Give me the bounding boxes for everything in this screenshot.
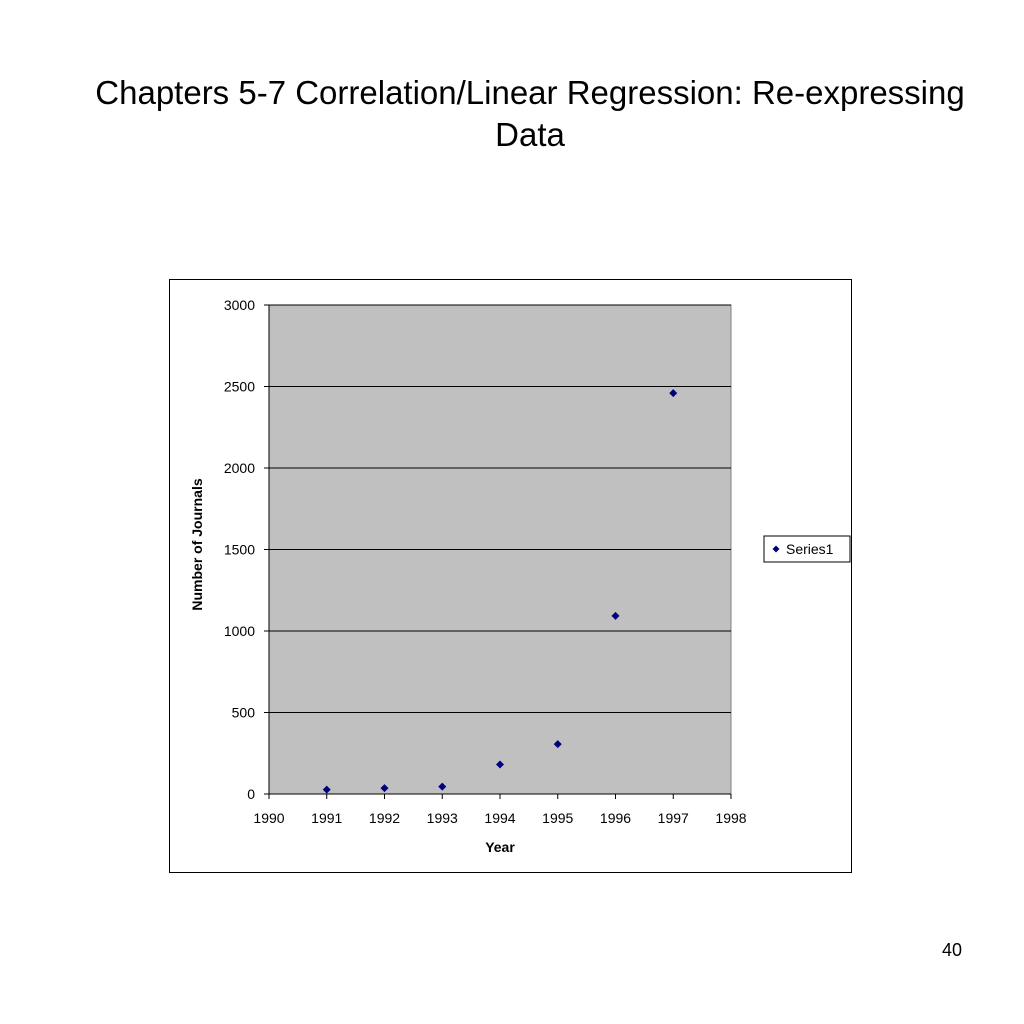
x-tick-label-1998: 1998: [715, 810, 747, 826]
scatter-chart: [170, 280, 853, 874]
page-number: 40: [941, 940, 962, 960]
y-tick-label-2000: 2000: [223, 460, 255, 476]
x-tick-label-1994: 1994: [484, 810, 516, 826]
x-tick-label-1993: 1993: [426, 810, 458, 826]
y-tick-label-1500: 1500: [223, 541, 255, 558]
x-tick-label-1990: 1990: [253, 810, 285, 826]
y-axis-title: Number of Journals: [189, 478, 205, 611]
slide-title-line-1: Chapters 5-7 Correlation/Linear Regression: Re-expressing: [95, 74, 965, 111]
chart-frame: [169, 279, 852, 873]
y-tick-label-0: 0: [247, 786, 255, 802]
y-tick-label-3000: 3000: [223, 297, 255, 313]
y-tick-label-500: 500: [231, 704, 255, 721]
y-tick-label-1000: 1000: [223, 623, 255, 639]
x-tick-label-1995: 1995: [542, 810, 574, 826]
x-tick-label-1997: 1997: [657, 810, 689, 826]
slide-title: [40, 72, 1020, 156]
x-tick-label-1992: 1992: [368, 810, 401, 826]
slide-title-line-2: Data: [495, 116, 565, 153]
x-axis-title: Year: [485, 839, 515, 855]
x-tick-label-1991: 1991: [311, 810, 343, 826]
legend-label-series1: Series1: [786, 541, 834, 557]
y-tick-label-2500: 2500: [223, 378, 255, 395]
x-tick-label-1996: 1996: [599, 810, 632, 826]
